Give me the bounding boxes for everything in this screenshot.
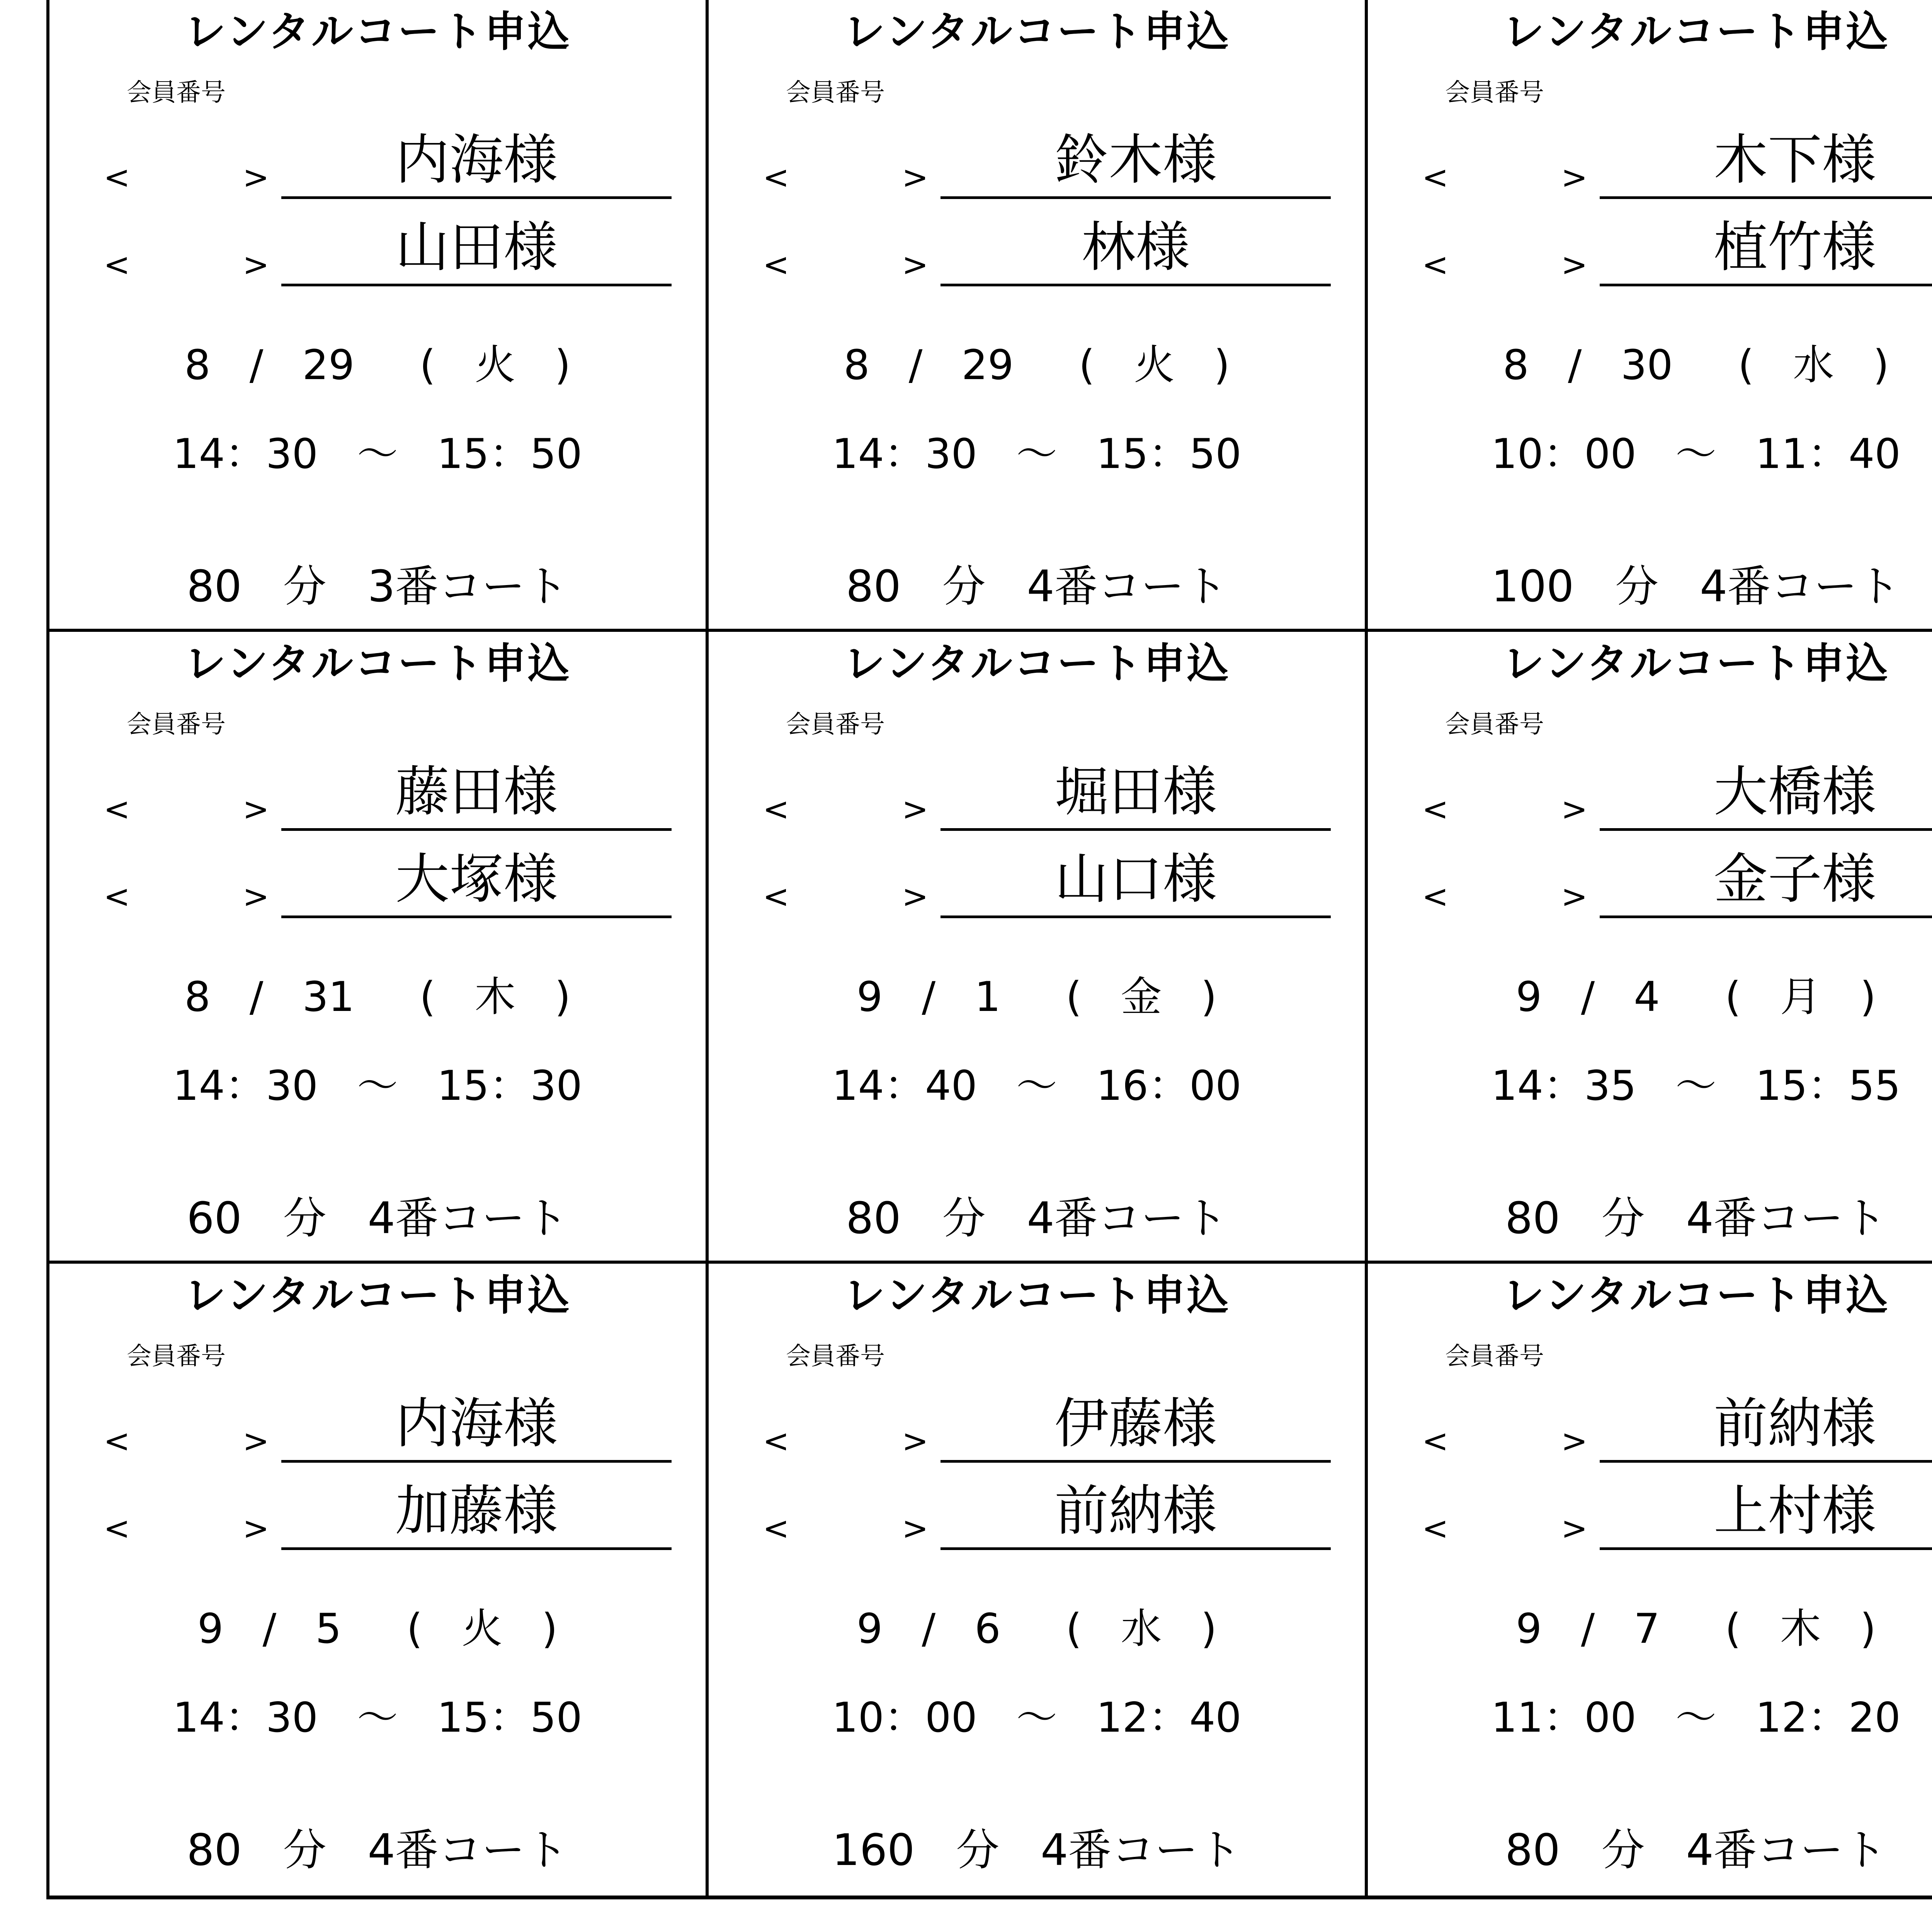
member-open-bracket: < bbox=[1422, 247, 1449, 283]
start-time: 14：30 bbox=[173, 1694, 318, 1741]
member-close-bracket: > bbox=[902, 159, 929, 196]
duration-minutes: 80 bbox=[1505, 1825, 1560, 1875]
member-open-bracket: < bbox=[104, 791, 130, 828]
member-close-bracket: > bbox=[1561, 159, 1588, 196]
member-number-label: 会員番号 bbox=[127, 78, 226, 107]
member-close-bracket: > bbox=[1561, 247, 1588, 283]
member-name-2: 前納様 bbox=[940, 1479, 1331, 1550]
minutes-unit: 分 bbox=[942, 562, 986, 612]
duration-minutes: 60 bbox=[187, 1193, 242, 1244]
reservation-time: 14：30 ～ 15：30 bbox=[173, 1062, 582, 1109]
member-number-label: 会員番号 bbox=[786, 78, 885, 107]
member-name-1: 木下様 bbox=[1600, 128, 1932, 199]
date-day: 30 bbox=[1621, 341, 1673, 389]
application-card bbox=[49, 0, 709, 632]
card-title: レンタルコート申込 bbox=[843, 640, 1230, 688]
duration-minutes: 80 bbox=[846, 1193, 901, 1244]
end-time: 12：20 bbox=[1755, 1694, 1901, 1741]
member-close-bracket: > bbox=[902, 1510, 929, 1547]
member-close-bracket: > bbox=[902, 791, 929, 828]
date-month: 9 bbox=[856, 973, 883, 1021]
member-open-bracket: < bbox=[1422, 159, 1449, 196]
member-close-bracket: > bbox=[243, 878, 269, 915]
start-time: 14：30 bbox=[832, 430, 977, 478]
end-time: 15：50 bbox=[437, 430, 582, 478]
date-month: 9 bbox=[1515, 973, 1542, 1021]
court-number: 4番コート bbox=[1027, 1193, 1228, 1244]
start-time: 14：35 bbox=[1491, 1062, 1636, 1109]
member-number-label: 会員番号 bbox=[1445, 710, 1544, 739]
reservation-date: 8 / 31 ( 木 ) bbox=[184, 973, 571, 1021]
application-card bbox=[49, 1264, 709, 1896]
court-number: 4番コート bbox=[367, 1825, 568, 1875]
member-number-label: 会員番号 bbox=[1445, 1342, 1544, 1371]
court-number: 4番コート bbox=[1027, 562, 1228, 612]
reservation-date: 9 / 4 ( 月 ) bbox=[1515, 973, 1876, 1021]
reservation-date: 9 / 1 ( 金 ) bbox=[856, 973, 1217, 1021]
application-card bbox=[1368, 1264, 1932, 1896]
member-close-bracket: > bbox=[902, 878, 929, 915]
application-card bbox=[49, 632, 709, 1264]
minutes-unit: 分 bbox=[283, 562, 327, 612]
duration-court bbox=[1368, 560, 1932, 614]
member-open-bracket: < bbox=[763, 791, 789, 828]
application-card bbox=[709, 1264, 1368, 1896]
date-weekday: 木 bbox=[474, 973, 516, 1021]
reservation-date: 9 / 6 ( 水 ) bbox=[856, 1605, 1217, 1652]
member-close-bracket: > bbox=[1561, 1510, 1588, 1547]
member-open-bracket: < bbox=[104, 159, 130, 196]
date-day: 1 bbox=[975, 973, 1001, 1021]
member-name-2: 林様 bbox=[940, 215, 1331, 286]
card-title: レンタルコート申込 bbox=[1502, 640, 1889, 688]
member-open-bracket: < bbox=[104, 1423, 130, 1460]
member-number-label: 会員番号 bbox=[127, 710, 226, 739]
minutes-unit: 分 bbox=[1601, 1193, 1645, 1244]
date-month: 9 bbox=[856, 1605, 883, 1652]
member-name-2: 植竹様 bbox=[1600, 215, 1932, 286]
date-month: 9 bbox=[197, 1605, 224, 1652]
member-close-bracket: > bbox=[243, 1510, 269, 1547]
member-name-1: 藤田様 bbox=[281, 759, 672, 831]
end-time: 15：55 bbox=[1755, 1062, 1901, 1109]
reservation-date: 8 / 29 ( 火 ) bbox=[184, 341, 571, 389]
reservation-time: 11：00 ～ 12：20 bbox=[1491, 1694, 1901, 1741]
member-name-2: 加藤様 bbox=[281, 1479, 672, 1550]
date-weekday: 金 bbox=[1121, 973, 1162, 1021]
member-name-1: 堀田様 bbox=[940, 759, 1331, 831]
member-open-bracket: < bbox=[763, 1510, 789, 1547]
end-time: 15：30 bbox=[437, 1062, 582, 1109]
duration-minutes: 80 bbox=[1505, 1193, 1560, 1244]
date-day: 7 bbox=[1634, 1605, 1660, 1652]
reservation-time: 14：35 ～ 15：55 bbox=[1491, 1062, 1901, 1109]
duration-court bbox=[1368, 1823, 1932, 1877]
date-weekday: 木 bbox=[1780, 1605, 1821, 1652]
member-name-1: 内海様 bbox=[281, 1391, 672, 1463]
date-month: 8 bbox=[1503, 341, 1529, 389]
minutes-unit: 分 bbox=[283, 1825, 327, 1875]
duration-minutes: 80 bbox=[187, 1825, 242, 1875]
minutes-unit: 分 bbox=[942, 1193, 986, 1244]
member-close-bracket: > bbox=[1561, 1423, 1588, 1460]
court-number: 4番コート bbox=[1041, 1825, 1242, 1875]
member-name-2: 山口様 bbox=[940, 847, 1331, 918]
reservation-time: 14：30 ～ 15：50 bbox=[832, 430, 1242, 478]
date-weekday: 火 bbox=[474, 341, 516, 389]
member-open-bracket: < bbox=[104, 247, 130, 283]
start-time: 14：30 bbox=[173, 1062, 318, 1109]
member-close-bracket: > bbox=[902, 247, 929, 283]
member-open-bracket: < bbox=[1422, 1510, 1449, 1547]
member-close-bracket: > bbox=[243, 1423, 269, 1460]
reservation-time: 14：30 ～ 15：50 bbox=[173, 1694, 582, 1741]
duration-minutes: 160 bbox=[832, 1825, 915, 1875]
member-open-bracket: < bbox=[763, 1423, 789, 1460]
member-open-bracket: < bbox=[763, 159, 789, 196]
court-number: 4番コート bbox=[1700, 562, 1901, 612]
minutes-unit: 分 bbox=[283, 1193, 327, 1244]
member-close-bracket: > bbox=[1561, 878, 1588, 915]
application-card bbox=[1368, 632, 1932, 1264]
card-title: レンタルコート申込 bbox=[1502, 8, 1889, 56]
start-time: 14：40 bbox=[832, 1062, 977, 1109]
application-sheet bbox=[46, 0, 1932, 1899]
date-day: 29 bbox=[961, 341, 1014, 389]
member-name-1: 伊藤様 bbox=[940, 1391, 1331, 1463]
date-day: 5 bbox=[315, 1605, 342, 1652]
member-number-label: 会員番号 bbox=[127, 1342, 226, 1371]
member-name-1: 前納様 bbox=[1600, 1391, 1932, 1463]
duration-minutes: 100 bbox=[1491, 562, 1574, 612]
duration-court bbox=[49, 1191, 706, 1246]
reservation-date: 9 / 5 ( 火 ) bbox=[197, 1605, 558, 1652]
card-title: レンタルコート申込 bbox=[843, 1271, 1230, 1320]
date-weekday: 火 bbox=[461, 1605, 503, 1652]
card-title: レンタルコート申込 bbox=[184, 640, 571, 688]
member-open-bracket: < bbox=[104, 1510, 130, 1547]
duration-court bbox=[49, 560, 706, 614]
minutes-unit: 分 bbox=[956, 1825, 1000, 1875]
card-title: レンタルコート申込 bbox=[1502, 1271, 1889, 1320]
reservation-date: 8 / 30 ( 水 ) bbox=[1503, 341, 1889, 389]
court-number: 4番コート bbox=[1686, 1193, 1887, 1244]
member-close-bracket: > bbox=[902, 1423, 929, 1460]
date-month: 8 bbox=[184, 973, 211, 1021]
reservation-date: 9 / 7 ( 木 ) bbox=[1515, 1605, 1876, 1652]
member-name-2: 上村様 bbox=[1600, 1479, 1932, 1550]
member-close-bracket: > bbox=[243, 247, 269, 283]
member-name-2: 大塚様 bbox=[281, 847, 672, 918]
member-number-label: 会員番号 bbox=[786, 1342, 885, 1371]
end-time: 15：50 bbox=[1096, 430, 1242, 478]
date-month: 9 bbox=[1515, 1605, 1542, 1652]
member-number-label: 会員番号 bbox=[1445, 78, 1544, 107]
member-open-bracket: < bbox=[104, 878, 130, 915]
member-name-1: 鈴木様 bbox=[940, 128, 1331, 199]
duration-court bbox=[709, 1823, 1365, 1877]
reservation-time: 10：00 ～ 12：40 bbox=[832, 1694, 1242, 1741]
card-title: レンタルコート申込 bbox=[843, 8, 1230, 56]
court-number: 3番コート bbox=[367, 562, 568, 612]
start-time: 14：30 bbox=[173, 430, 318, 478]
card-title: レンタルコート申込 bbox=[184, 8, 571, 56]
date-weekday: 水 bbox=[1793, 341, 1834, 389]
duration-court bbox=[1368, 1191, 1932, 1246]
date-month: 8 bbox=[184, 341, 211, 389]
member-number-label: 会員番号 bbox=[786, 710, 885, 739]
member-close-bracket: > bbox=[243, 791, 269, 828]
card-title: レンタルコート申込 bbox=[184, 1271, 571, 1320]
end-time: 11：40 bbox=[1755, 430, 1901, 478]
start-time: 11：00 bbox=[1491, 1694, 1636, 1741]
end-time: 15：50 bbox=[437, 1694, 582, 1741]
court-number: 4番コート bbox=[1686, 1825, 1887, 1875]
date-month: 8 bbox=[844, 341, 870, 389]
date-day: 31 bbox=[302, 973, 355, 1021]
reservation-time: 14：30 ～ 15：50 bbox=[173, 430, 582, 478]
date-weekday: 水 bbox=[1121, 1605, 1162, 1652]
reservation-time: 10：00 ～ 11：40 bbox=[1491, 430, 1901, 478]
date-weekday: 月 bbox=[1780, 973, 1821, 1021]
reservation-time: 14：40 ～ 16：00 bbox=[832, 1062, 1242, 1109]
start-time: 10：00 bbox=[832, 1694, 977, 1741]
duration-minutes: 80 bbox=[187, 562, 242, 612]
member-close-bracket: > bbox=[243, 159, 269, 196]
application-card bbox=[709, 0, 1368, 632]
duration-court bbox=[49, 1823, 706, 1877]
duration-minutes: 80 bbox=[846, 562, 901, 612]
duration-court bbox=[709, 560, 1365, 614]
date-weekday: 火 bbox=[1134, 341, 1175, 389]
member-close-bracket: > bbox=[1561, 791, 1588, 828]
duration-court bbox=[709, 1191, 1365, 1246]
date-day: 29 bbox=[302, 341, 355, 389]
member-name-1: 大橋様 bbox=[1600, 759, 1932, 831]
member-open-bracket: < bbox=[763, 878, 789, 915]
member-name-1: 内海様 bbox=[281, 128, 672, 199]
end-time: 12：40 bbox=[1096, 1694, 1242, 1741]
minutes-unit: 分 bbox=[1615, 562, 1659, 612]
application-card bbox=[1368, 0, 1932, 632]
minutes-unit: 分 bbox=[1601, 1825, 1645, 1875]
member-name-2: 山田様 bbox=[281, 215, 672, 286]
start-time: 10：00 bbox=[1491, 430, 1636, 478]
reservation-date: 8 / 29 ( 火 ) bbox=[844, 341, 1230, 389]
date-day: 4 bbox=[1634, 973, 1660, 1021]
court-number: 4番コート bbox=[367, 1193, 568, 1244]
end-time: 16：00 bbox=[1096, 1062, 1242, 1109]
member-open-bracket: < bbox=[763, 247, 789, 283]
member-open-bracket: < bbox=[1422, 878, 1449, 915]
member-open-bracket: < bbox=[1422, 1423, 1449, 1460]
date-day: 6 bbox=[975, 1605, 1001, 1652]
member-open-bracket: < bbox=[1422, 791, 1449, 828]
member-name-2: 金子様 bbox=[1600, 847, 1932, 918]
application-card bbox=[709, 632, 1368, 1264]
